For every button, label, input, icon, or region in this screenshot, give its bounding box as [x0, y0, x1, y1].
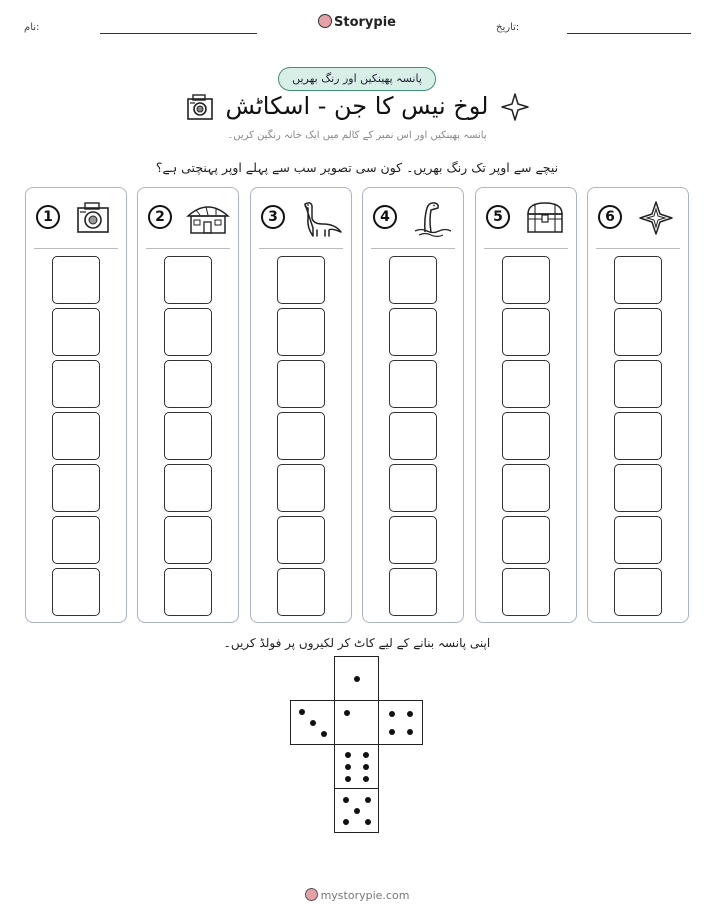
brand-name: Storypie [334, 15, 396, 30]
column-divider [484, 248, 568, 249]
color-box[interactable] [164, 412, 212, 460]
activity-pill: پانسہ پھینکیں اور رنگ بھریں [278, 67, 436, 91]
color-box[interactable] [277, 412, 325, 460]
race-column [137, 187, 239, 623]
name-line[interactable] [100, 33, 257, 34]
title-sparkle-icon [500, 92, 530, 122]
die-pip [345, 776, 351, 782]
treasure-chest-icon [524, 200, 566, 236]
color-box[interactable] [502, 516, 550, 564]
color-box[interactable] [502, 308, 550, 356]
color-box[interactable] [277, 464, 325, 512]
die-pip [363, 764, 369, 770]
die-pip [365, 819, 371, 825]
color-box[interactable] [502, 360, 550, 408]
die-pip [365, 797, 371, 803]
column-divider [259, 248, 343, 249]
page-title: لوخ نیس کا جن - اسکاٹش [225, 92, 489, 120]
bear-logo-icon [318, 14, 332, 28]
color-box[interactable] [277, 308, 325, 356]
color-box[interactable] [277, 568, 325, 616]
die-pip [354, 808, 360, 814]
page-subtitle: پانسہ پھینکیں اور اس نمبر کے کالم میں ایک خانہ رنگین کریں۔ [227, 130, 487, 141]
column-divider [596, 248, 680, 249]
cottage-icon [186, 200, 230, 236]
die-face-4 [378, 700, 423, 745]
die-pip [321, 731, 327, 737]
color-box[interactable] [389, 516, 437, 564]
race-column [25, 187, 127, 623]
column-number: 5 [486, 205, 510, 229]
color-box[interactable] [277, 256, 325, 304]
die-face-1 [334, 700, 379, 745]
column-header [371, 198, 455, 238]
color-box[interactable] [389, 464, 437, 512]
fold-instruction: اپنی پانسہ بنانے کے لیے کاٹ کر لکیروں پر فولڈ کریں۔ [223, 636, 491, 650]
color-box[interactable] [389, 256, 437, 304]
color-box[interactable] [164, 464, 212, 512]
die-pip [363, 752, 369, 758]
color-box[interactable] [614, 412, 662, 460]
color-box[interactable] [164, 516, 212, 564]
footer-url[interactable]: mystorypie.com [320, 889, 410, 902]
color-box[interactable] [614, 256, 662, 304]
die-pip [345, 752, 351, 758]
column-divider [146, 248, 230, 249]
color-box[interactable] [389, 360, 437, 408]
die-pip [345, 764, 351, 770]
column-header [259, 198, 343, 238]
color-box[interactable] [502, 464, 550, 512]
color-box[interactable] [52, 464, 100, 512]
die-face-1 [334, 656, 379, 701]
color-box[interactable] [614, 464, 662, 512]
die-pip [299, 709, 305, 715]
column-number: 3 [261, 205, 285, 229]
color-box[interactable] [389, 412, 437, 460]
die-pip [354, 676, 360, 682]
die-face-6 [334, 744, 379, 789]
color-box[interactable] [164, 360, 212, 408]
column-divider [34, 248, 118, 249]
die-pip [344, 710, 350, 716]
column-header [146, 198, 230, 238]
color-box[interactable] [502, 256, 550, 304]
sparkle-icon [636, 200, 676, 236]
date-label: تاریخ: [496, 22, 520, 33]
color-box[interactable] [502, 568, 550, 616]
die-pip [389, 729, 395, 735]
color-box[interactable] [52, 516, 100, 564]
color-box[interactable] [614, 516, 662, 564]
die-pip [363, 776, 369, 782]
column-header [34, 198, 118, 238]
color-box[interactable] [614, 568, 662, 616]
color-box[interactable] [52, 360, 100, 408]
die-face-5 [334, 788, 379, 833]
column-number: 2 [148, 205, 172, 229]
color-box[interactable] [164, 568, 212, 616]
color-box[interactable] [52, 568, 100, 616]
color-box[interactable] [614, 360, 662, 408]
color-box[interactable] [389, 308, 437, 356]
color-box[interactable] [277, 360, 325, 408]
die-pip [343, 797, 349, 803]
die-pip [389, 711, 395, 717]
color-box[interactable] [614, 308, 662, 356]
race-column [362, 187, 464, 623]
loch-ness-monster-icon [411, 200, 455, 238]
column-header [484, 198, 568, 238]
color-box[interactable] [164, 256, 212, 304]
column-header [596, 198, 680, 238]
column-divider [371, 248, 455, 249]
dinosaur-icon [299, 200, 343, 238]
column-number: 6 [598, 205, 622, 229]
race-column [587, 187, 689, 623]
color-box[interactable] [52, 256, 100, 304]
color-box[interactable] [389, 568, 437, 616]
die-pip [343, 819, 349, 825]
color-box[interactable] [52, 412, 100, 460]
color-box[interactable] [277, 516, 325, 564]
color-box[interactable] [52, 308, 100, 356]
date-line[interactable] [567, 33, 691, 34]
color-box[interactable] [502, 412, 550, 460]
die-pip [310, 720, 316, 726]
footer [0, 888, 714, 902]
name-label: نام: [24, 22, 40, 33]
race-column [250, 187, 352, 623]
bear-logo-icon [305, 888, 318, 901]
camera-icon [74, 200, 114, 236]
race-column [475, 187, 577, 623]
column-number: 1 [36, 205, 60, 229]
die-pip [407, 711, 413, 717]
die-face-3 [290, 700, 335, 745]
color-box[interactable] [164, 308, 212, 356]
die-pip [407, 729, 413, 735]
coloring-instruction: نیچے سے اوپر تک رنگ بھریں۔ کون سی تصویر سب سے پہلے اوپر پہنچتی ہے؟ [155, 160, 559, 175]
column-number: 4 [373, 205, 397, 229]
brand-logo [0, 14, 714, 30]
